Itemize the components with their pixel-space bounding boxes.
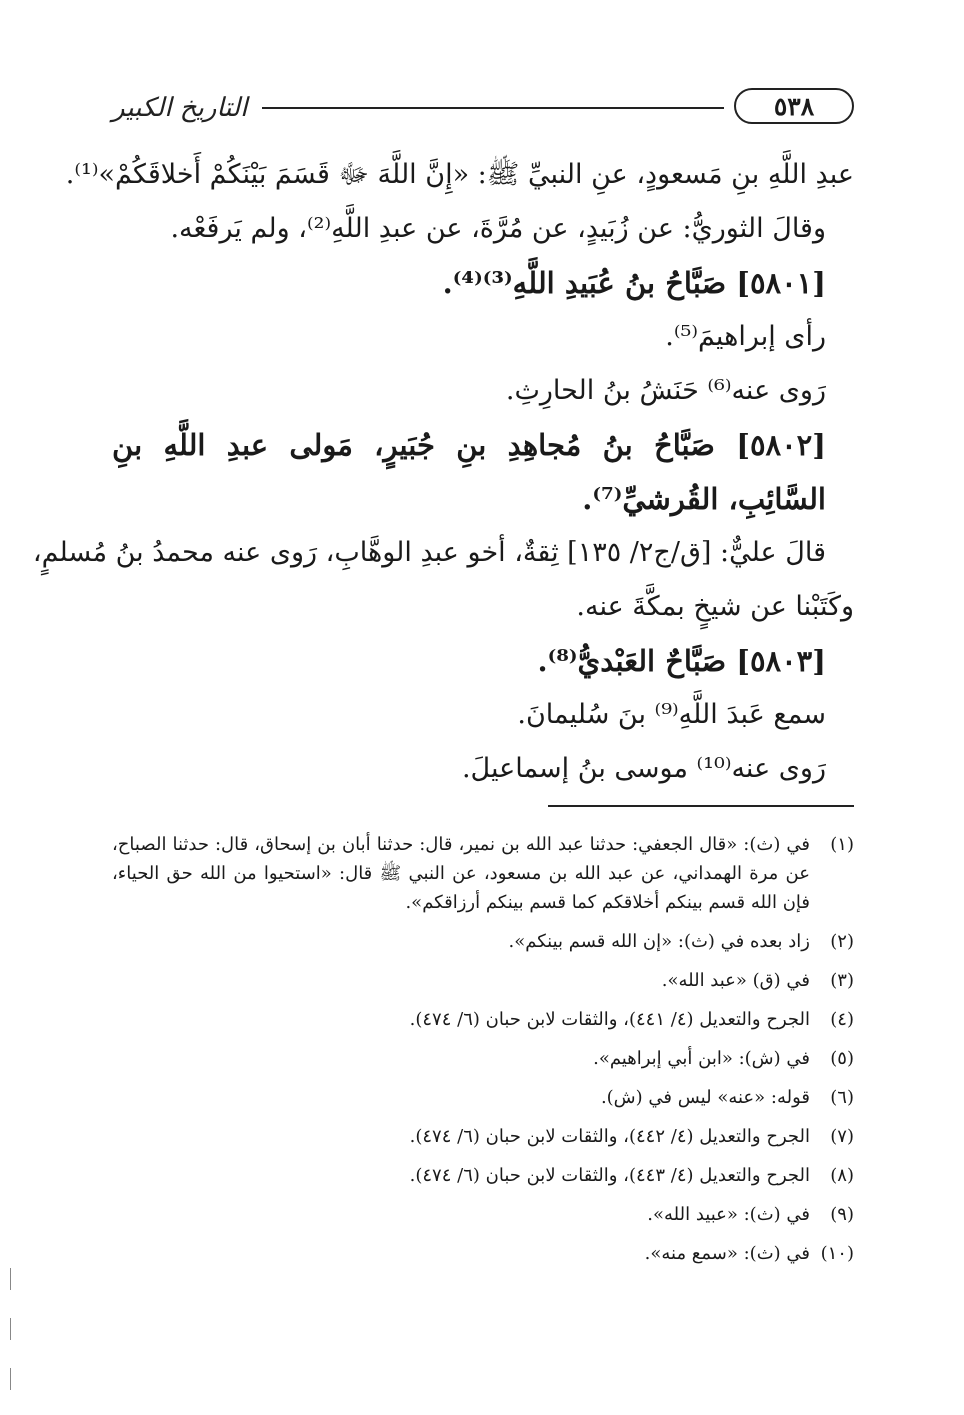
text-line-11: رَوى عنه⁽¹⁰⁾ موسى بنُ إسماعيلَ. [461, 753, 826, 784]
footnote-number: (٤) [830, 1009, 854, 1030]
footnote-text: في (ث): «عبيد الله». [647, 1204, 810, 1225]
footnote [112, 966, 854, 995]
text-line-10: سمع عَبدَ اللَّهِ⁽⁹⁾ بنَ سُليمانَ. [517, 699, 826, 730]
footnote [112, 1239, 854, 1268]
text-line-2: وقالَ الثوريُّ: عن زُبَيدٍ، عن مُرَّةَ، عن عبدِ اللَّهِ⁽²⁾، ولم يَرفَعْه. [170, 213, 826, 244]
scan-edge-mark [10, 1368, 11, 1390]
scan-edge-mark [10, 1318, 11, 1340]
footnote [112, 1122, 854, 1151]
entry-5803-heading: [٥٨٠٣] صَبَّاحٌ العَبْديُّ⁽⁸⁾. [537, 644, 826, 678]
footnote-number: (٣) [830, 970, 854, 991]
footnote [112, 1161, 854, 1190]
footnote-text: في (ث): «قال الجعفي: حدثنا عبد الله بن نمير، قال: حدثنا أبان بن إسحاق، قال: حدثنا الصباح، عن مرة الهمداني، عن عبد الله بن مسعود، عن النبي ﷺ قال: «استحيوا من الله حق الحياء، فإن الله قسم بينكم أخلاقكم كما قسم بينكم أرزاقكم». [112, 834, 810, 913]
footnote [112, 1005, 854, 1034]
footnote-number: (٥) [830, 1048, 854, 1069]
footnote-number: (٧) [830, 1126, 854, 1147]
page-number: ٥٣٨ [734, 88, 854, 124]
entry-5802-heading: [٥٨٠٢] صَبَّاحُ بنُ مُجاهِدِ بنِ جُبَيرٍ، مَولى عبدِ اللَّهِ بنِ السَّائِبِ، القُرشيِّ⁽⁷⁾. [112, 428, 826, 516]
footnote [112, 1200, 854, 1229]
footnote-text: الجرح والتعديل (٤/ ٤٤٣)، والثقات لابن حبان (٦/ ٤٧٤). [409, 1165, 810, 1186]
footnote-number: (٩) [830, 1204, 854, 1225]
book-title: التاريخ الكبير [112, 93, 248, 123]
text-line-7: قالَ عليٌّ: [ق/ج٢/ ١٣٥] ثِقةٌ، أخو عبدِ الوهَّابِ، رَوى عنه محمدُ بنُ مُسلمٍ، [32, 537, 826, 568]
text-line-1: عبدِ اللَّهِ بنِ مَسعودٍ، عنِ النبيِّ ﷺ: «إِنَّ اللَّهَ ﷻ قَسَمَ بَيْنَكُمْ أَخلاقَكُمْ»⁽¹⁾. [65, 159, 854, 190]
footnote-text: الجرح والتعديل (٤/ ٤٤٢)، والثقات لابن حبان (٦/ ٤٧٤). [409, 1126, 810, 1147]
footnote [112, 1044, 854, 1073]
footnote-number: (٨) [830, 1165, 854, 1186]
footnote-text: قوله: «عنه» ليس في (ش). [600, 1087, 810, 1108]
footnote-number: (٢) [830, 931, 854, 952]
footnote-number: (١) [830, 834, 854, 855]
text-line-5: رَوى عنه⁽⁶⁾ حَنَشُ بنُ الحارِثِ. [505, 375, 826, 406]
entry-5801-heading: [٥٨٠١] صَبَّاحُ بنُ عُبَيدِ اللَّهِ⁽³⁾⁽⁴⁾. [442, 266, 826, 300]
footnote [112, 830, 854, 917]
footnote-text: زاد بعده في (ث): «إن الله قسم بينكم». [508, 931, 810, 952]
footnote-divider [548, 805, 854, 807]
footnote-text: في (ث): «سمع منه». [644, 1243, 810, 1264]
header-rule [262, 107, 724, 109]
footnote-number: (١٠) [820, 1243, 854, 1264]
footnote [112, 927, 854, 956]
text-line-4: رأى إبراهيمَ⁽⁵⁾. [665, 321, 826, 352]
footnote-number: (٦) [830, 1087, 854, 1108]
footnotes [112, 830, 854, 1278]
footnote-text: في (ش): «ابن أبي إبراهيم». [593, 1048, 810, 1069]
scan-edge-mark [10, 1268, 11, 1290]
footnote [112, 1083, 854, 1112]
page-header [112, 88, 854, 128]
footnote-text: الجرح والتعديل (٤/ ٤٤١)، والثقات لابن حبان (٦/ ٤٧٤). [409, 1009, 810, 1030]
footnote-text: في (ق) «عبد الله». [661, 970, 810, 991]
text-line-8: وكَتَبْنا عن شيخٍ بمكَّةَ عنه. [576, 591, 854, 622]
main-text [32, 148, 854, 796]
